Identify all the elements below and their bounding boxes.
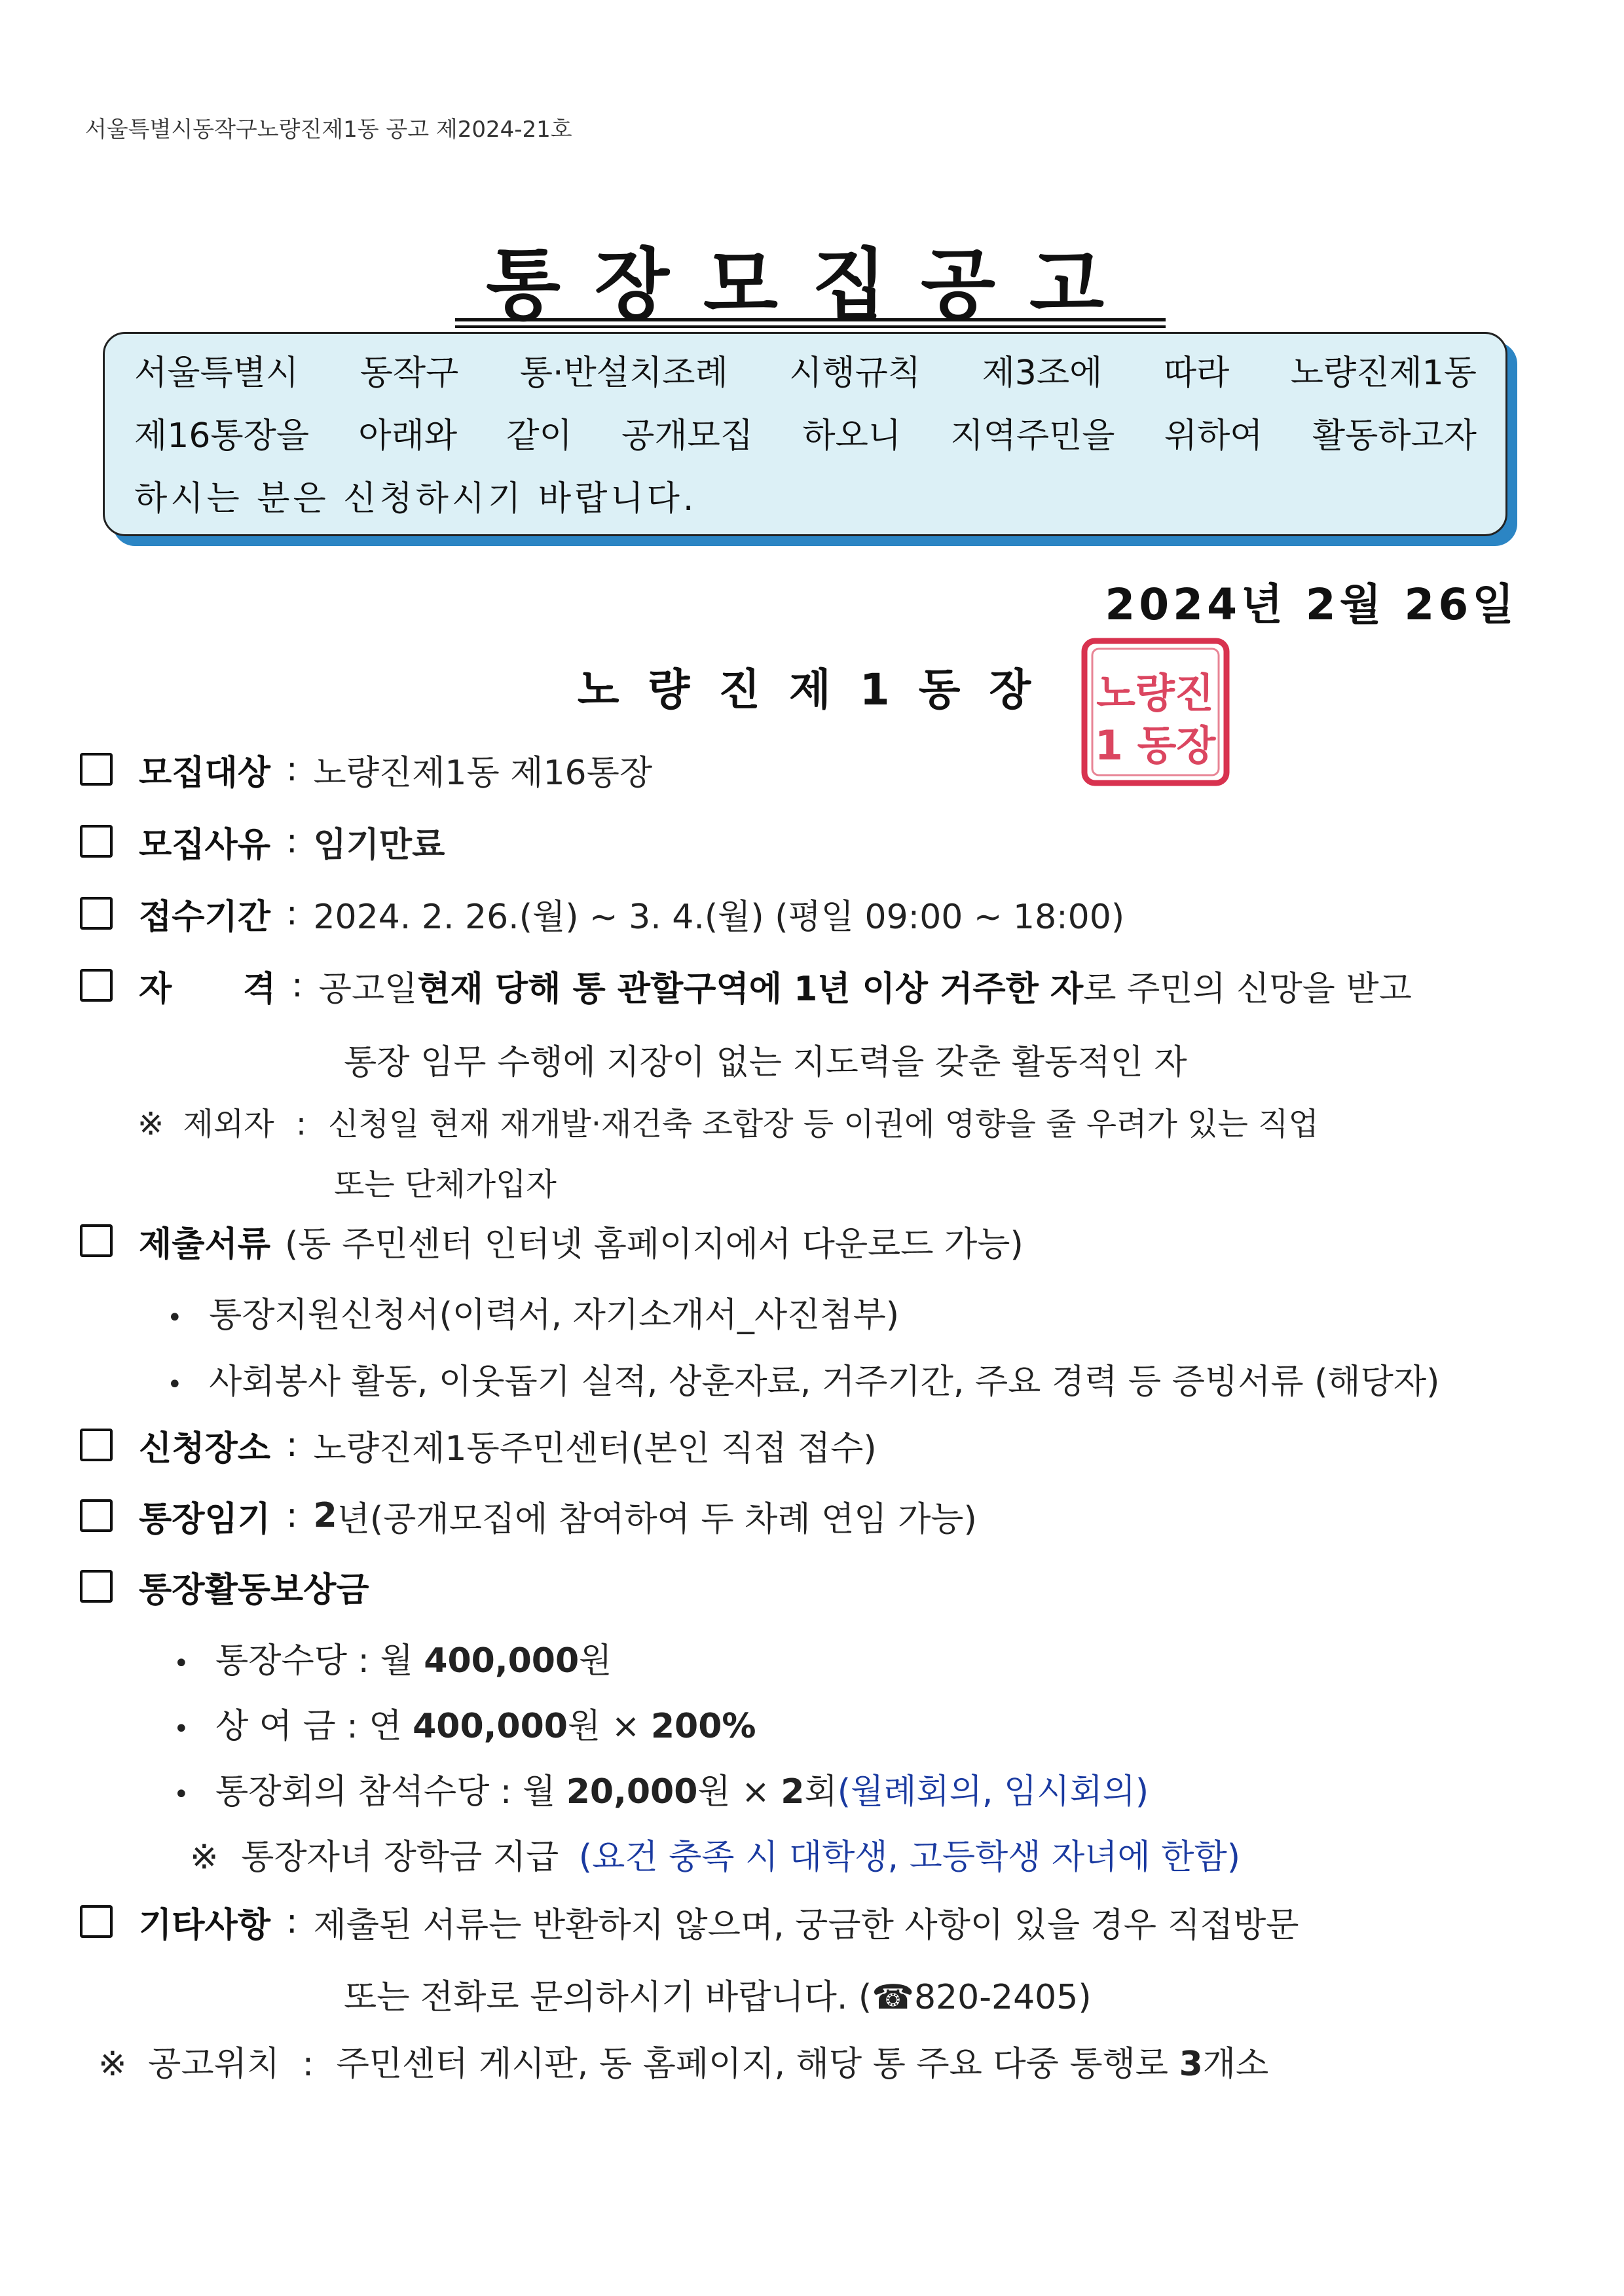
meeting-count-unit: 회: [804, 1772, 838, 1812]
exclusion-line-2: 또는 단체가입자: [334, 1166, 557, 1203]
exclusion-text: 신청일 현재 재개발·재건축 조합장 등 이권에 영향을 줄 우려가 있는 직업: [328, 1106, 1319, 1142]
allowance-unit: 원: [579, 1641, 612, 1681]
qualification-line-2: 통장 임무 수행에 지장이 없는 지도력을 갖춘 활동적인 자: [344, 1043, 1187, 1082]
intro-line-1: 서울특별시 동작구 통·반설치조례 시행규칙 제3조에 따라 노량진제1동: [134, 354, 1477, 393]
meeting-label: 통장회의 참석수당 : 월: [215, 1772, 566, 1812]
intro-line-2: 제16통장을 아래와 같이 공개모집 하오니 지역주민을 위하여 활동하고자: [134, 416, 1477, 456]
item-label: 통장임기: [139, 1499, 270, 1539]
colon: :: [286, 894, 298, 933]
item-qualification: [80, 962, 1412, 1008]
other-line-2-text: 또는 전화로 문의하시기 바랍니다. (: [344, 1978, 872, 2017]
checkbox-icon: [80, 1224, 113, 1257]
item-label: 기타사항: [139, 1905, 270, 1945]
meeting-unit: 원 ×: [697, 1772, 781, 1812]
phone-number: 820-2405: [913, 1978, 1079, 2017]
item-reward: [80, 1563, 369, 1609]
item-value: 년(공개모집에 참여하여 두 차례 연임 가능): [337, 1499, 977, 1539]
phone-icon: ☎: [872, 1978, 914, 2017]
official-seal: [1075, 632, 1236, 792]
checkbox-icon: [80, 825, 113, 858]
list-item: [174, 1764, 1149, 1813]
term-years: 2: [313, 1496, 337, 1535]
item-value: 제출된 서류는 반환하지 않으며, 궁금한 사항이 있을 경우 직접방문: [313, 1905, 1299, 1945]
item-label: 신청장소: [139, 1429, 270, 1468]
colon: :: [286, 1496, 298, 1535]
item-label: 접수기간: [139, 897, 270, 937]
posting-count: 3: [1179, 2045, 1203, 2084]
posting-value: 주민센터 게시판, 동 홈페이지, 해당 통 주요 다중 통행로: [336, 2045, 1179, 2084]
announcement-date: 2024년 2월 26일: [1105, 579, 1518, 630]
checkbox-icon: [80, 1905, 113, 1938]
list-item-text: 사회봉사 활동, 이웃돕기 실적, 상훈자료, 거주기간, 주요 경력 등 증빙서류 (해당자): [209, 1362, 1440, 1402]
item-period: [80, 890, 1124, 936]
checkbox-icon: [80, 969, 113, 1002]
checkbox-icon: [80, 753, 113, 786]
scholarship-note: (요건 충족 시 대학생, 고등학생 자녀에 한함): [578, 1838, 1241, 1877]
checkbox-icon: [80, 1570, 113, 1603]
item-label: 자 격: [139, 969, 276, 1009]
item-documents: [80, 1218, 1024, 1264]
list-item-text: 통장지원신청서(이력서, 자기소개서_사진첨부): [209, 1296, 900, 1335]
bullet-icon: •: [174, 1779, 189, 1810]
item-value: 노량진제1동 제16통장: [313, 753, 653, 793]
item-label: 모집대상: [139, 753, 270, 793]
item-other: [80, 1899, 1299, 1944]
bonus-label: 상 여 금 : 연: [215, 1707, 413, 1746]
meeting-amount: 20,000: [566, 1772, 698, 1812]
list-item: [167, 1354, 1439, 1403]
bullet-icon: •: [174, 1649, 189, 1679]
item-reason: [80, 818, 445, 864]
svg-text:1 동장: 1 동장: [1094, 721, 1216, 769]
note-mark: ※: [98, 2045, 127, 2084]
colon: :: [295, 1106, 307, 1142]
item-value: 2024. 2. 26.(월) ~ 3. 4.(월) (평일 09:00 ~ 18:00): [313, 897, 1125, 937]
colon: :: [286, 822, 298, 861]
bullet-icon: •: [167, 1303, 183, 1333]
bullet-icon: •: [167, 1370, 183, 1400]
meeting-count: 2: [781, 1772, 805, 1812]
qualification-post: 로 주민의 신망을 받고: [1083, 969, 1412, 1009]
exclusion-line-1: [138, 1099, 1319, 1144]
item-place: [80, 1422, 877, 1468]
bonus-amount: 400,000: [413, 1707, 568, 1746]
item-value: 임기만료: [313, 825, 445, 865]
page-title: 통장모집공고: [486, 240, 1138, 330]
list-item: [174, 1633, 612, 1682]
posting-unit: 개소: [1202, 2045, 1269, 2084]
intro-line-3: 하시는 분은 신청하시기 바랍니다.: [134, 479, 697, 519]
documents-note: (동 주민센터 인터넷 홈페이지에서 다운로드 가능): [284, 1224, 1024, 1264]
item-label: 제출서류: [139, 1224, 270, 1264]
exclusion-label: 제외자: [183, 1106, 274, 1142]
bonus-unit: 원 ×: [567, 1707, 651, 1746]
checkbox-icon: [80, 1499, 113, 1532]
bullet-icon: •: [174, 1714, 189, 1744]
allowance-amount: 400,000: [424, 1641, 580, 1681]
item-label: 모집사유: [139, 825, 270, 865]
other-line-2-end: ): [1078, 1978, 1092, 2017]
posting-label: 공고위치: [148, 2045, 280, 2084]
checkbox-icon: [80, 1429, 113, 1461]
item-target: [80, 746, 652, 792]
qualification-pre: 공고일: [318, 969, 418, 1009]
bonus-rate: 200%: [650, 1707, 756, 1746]
title-underline: [455, 318, 1166, 328]
note-mark: ※: [138, 1106, 164, 1142]
svg-text:노량진: 노량진: [1096, 669, 1214, 717]
issuer-name: 노량진제1동장: [577, 665, 1060, 715]
item-term: [80, 1493, 977, 1539]
colon: :: [286, 1902, 298, 1941]
colon: :: [291, 966, 303, 1005]
colon: :: [286, 1425, 298, 1465]
colon: :: [302, 2045, 314, 2084]
document-number: 서울특별시동작구노량진제1동 공고 제2024-21호: [85, 117, 572, 143]
qualification-highlight: 현재 당해 통 관할구역에 1년 이상 거주한 자: [417, 969, 1084, 1009]
list-item: [167, 1287, 899, 1336]
list-item: [174, 1698, 756, 1747]
item-value: 노량진제1동주민센터(본인 직접 접수): [313, 1429, 877, 1468]
posting-location: [98, 2036, 1268, 2085]
note-mark: ※: [190, 1838, 219, 1877]
allowance-label: 통장수당 : 월: [215, 1641, 424, 1681]
scholarship-text: 통장자녀 장학금 지급: [241, 1838, 559, 1877]
other-line-2: [344, 1969, 1092, 2018]
item-label: 통장활동보상금: [139, 1570, 369, 1610]
scholarship-line: [190, 1829, 1240, 1878]
checkbox-icon: [80, 897, 113, 930]
colon: :: [286, 750, 298, 789]
meeting-note: (월례회의, 임시회의): [837, 1772, 1149, 1812]
